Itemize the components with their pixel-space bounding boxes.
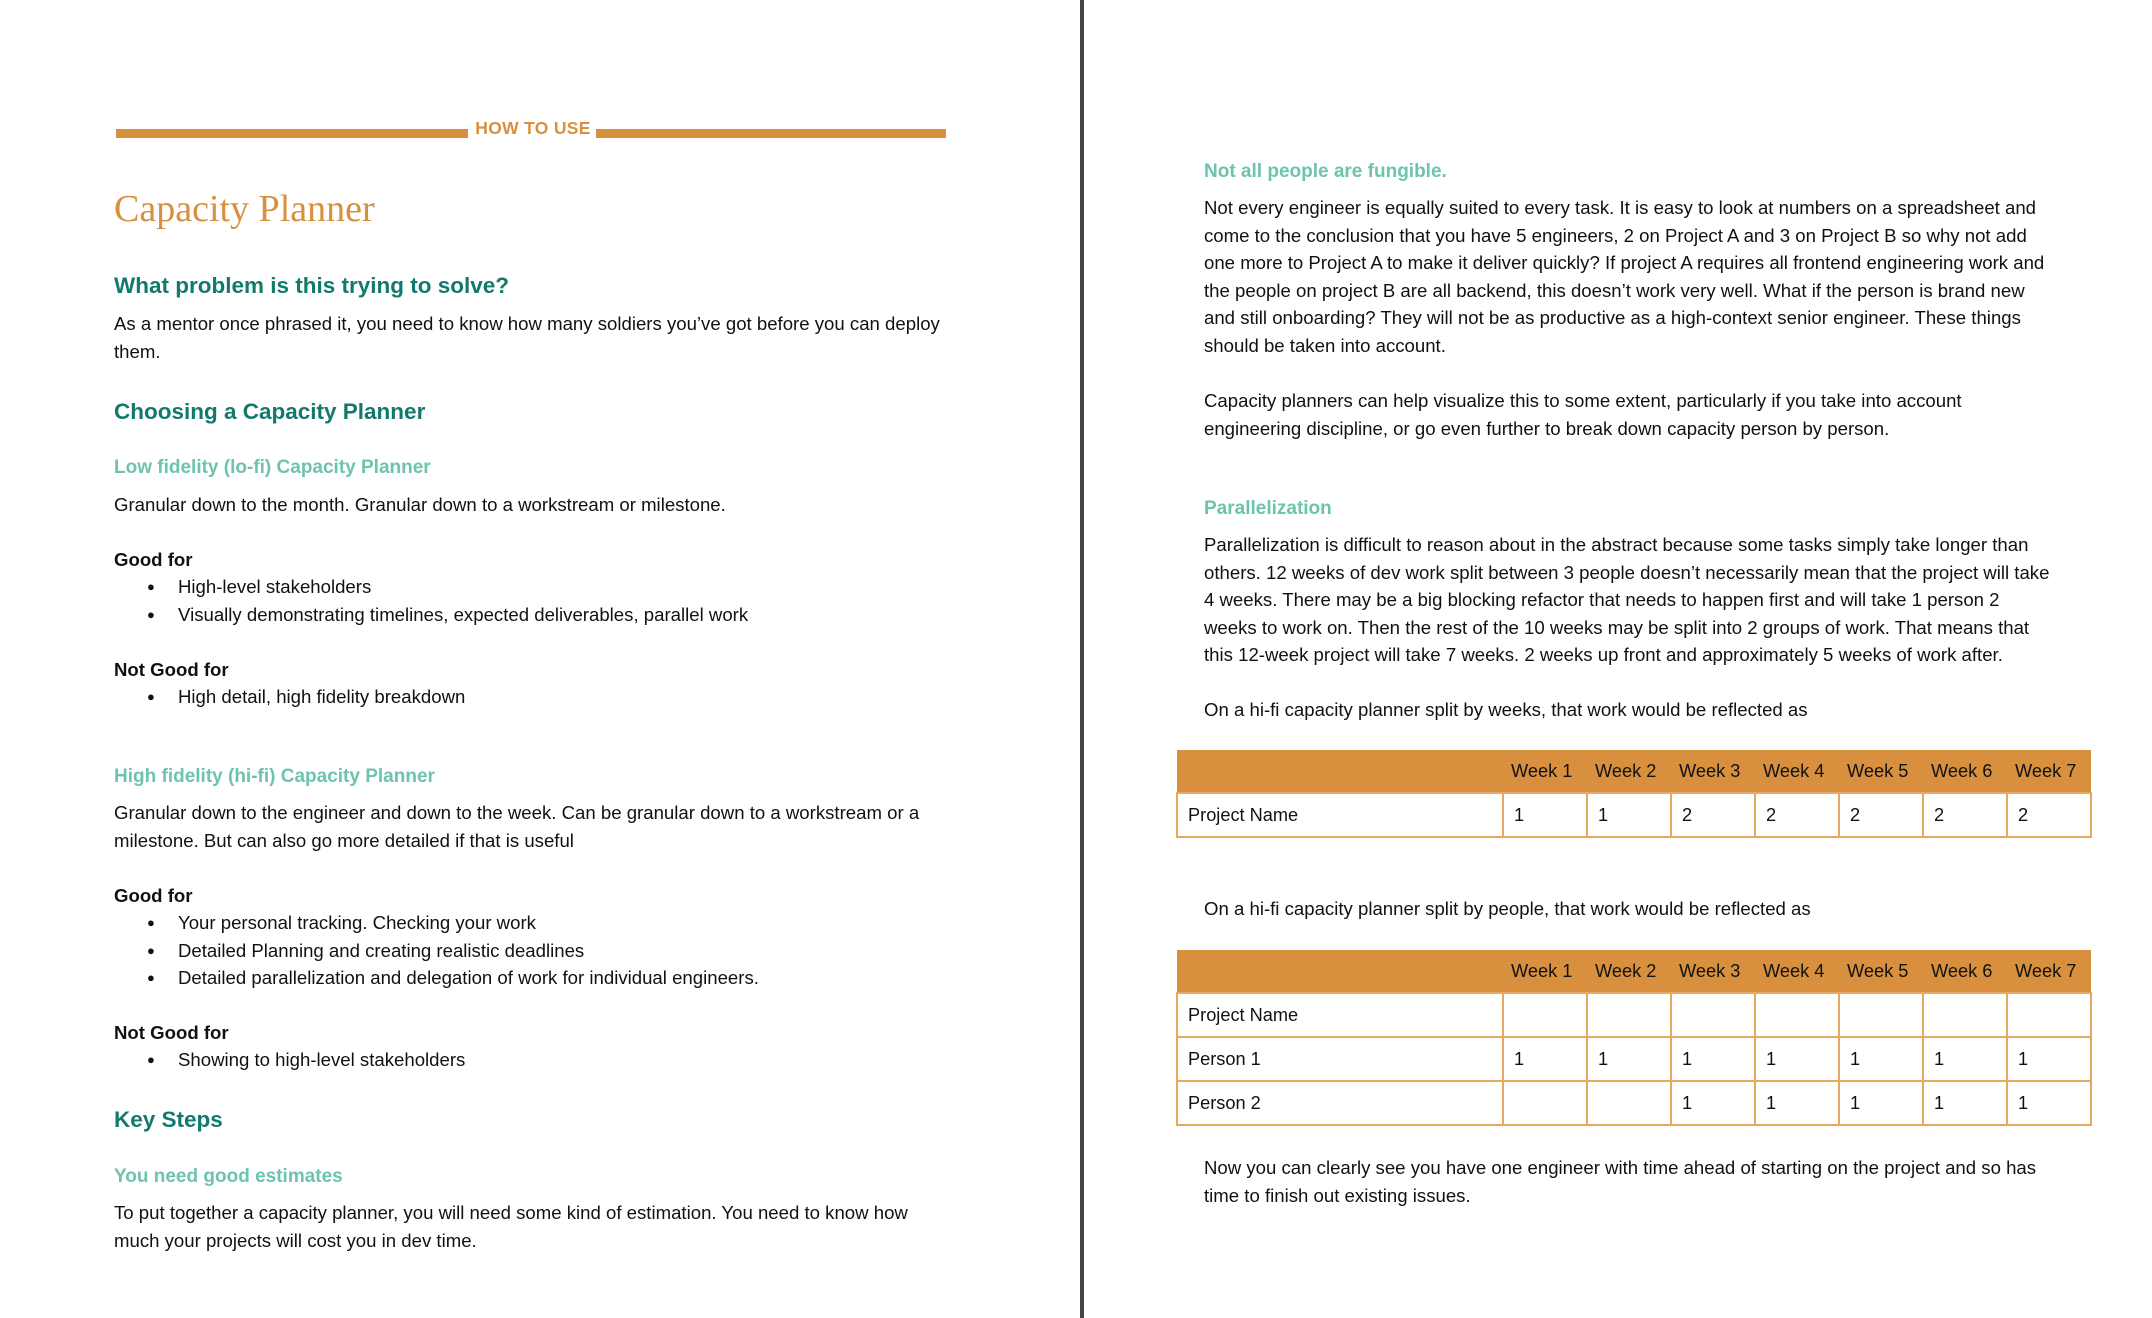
list-item: ● Your personal tracking. Checking your work <box>114 909 994 937</box>
table-cell: 1 <box>1587 793 1671 837</box>
lofi-notgood-label: Not Good for <box>114 659 229 680</box>
hifi-notgood-label: Not Good for <box>114 1022 229 1043</box>
table-row <box>1177 1081 2091 1125</box>
table-cell: 1 <box>1671 1037 1755 1081</box>
table-header-cell: Week 3 <box>1671 750 1755 793</box>
table-header-cell: Week 7 <box>2007 950 2091 993</box>
table-cell: Person 1 <box>1177 1037 1503 1081</box>
table-cell: 1 <box>1839 1037 1923 1081</box>
table-cell: Project Name <box>1177 993 1503 1037</box>
table-cell: 2 <box>1671 793 1755 837</box>
table-cell: 2 <box>1755 793 1839 837</box>
estimates-text: To put together a capacity planner, you will need some kind of estimation. You need to know how much your projects will cost you in dev time. <box>114 1202 908 1251</box>
table-header-cell: Week 3 <box>1671 950 1755 993</box>
table-cell <box>1503 993 1587 1037</box>
table-cell: 1 <box>1755 1037 1839 1081</box>
lofi-good-list <box>114 573 994 628</box>
table-cell: 2 <box>2007 793 2091 837</box>
table-cell: 1 <box>2007 1037 2091 1081</box>
table-cell: 1 <box>1839 1081 1923 1125</box>
table-row <box>1177 1037 2091 1081</box>
table-header-cell: Week 4 <box>1755 750 1839 793</box>
table-header-cell: Week 2 <box>1587 750 1671 793</box>
banner-label: HOW TO USE <box>475 118 591 138</box>
table-cell: 1 <box>1503 793 1587 837</box>
heading-key-steps: Key Steps <box>114 1107 223 1132</box>
table-cell: Person 2 <box>1177 1081 1503 1125</box>
list-item: ● Detailed Planning and creating realistic deadlines <box>114 937 994 965</box>
table-cell: 1 <box>1755 1081 1839 1125</box>
table-row <box>1177 993 2091 1037</box>
table-header-cell: Week 7 <box>2007 750 2091 793</box>
banner-rule-left <box>116 129 468 138</box>
table-header-cell: Week 2 <box>1587 950 1671 993</box>
fungible-para-2: Capacity planners can help visualize this to some extent, particularly if you take into account engineering discipline, or go even further to break down capacity person by person. <box>1204 390 1962 439</box>
heading-hifi: High fidelity (hi-fi) Capacity Planner <box>114 766 435 787</box>
table-cell <box>1923 993 2007 1037</box>
heading-estimates: You need good estimates <box>114 1166 343 1187</box>
hifi-text: Granular down to the engineer and down to the week. Can be granular down to a workstream or a milestone. But can also go more detailed if that is useful <box>114 802 920 851</box>
table-header-cell: Week 6 <box>1923 950 2007 993</box>
right-page <box>1084 0 2152 1318</box>
heading-parallelization: Parallelization <box>1204 498 1332 519</box>
table-cell <box>1587 1081 1671 1125</box>
table-cell: 1 <box>1923 1037 2007 1081</box>
parallelization-conclusion: Now you can clearly see you have one engineer with time ahead of starting on the project and so has time to finish out existing issues. <box>1204 1157 2037 1206</box>
list-item: ● High-level stakeholders <box>114 573 994 601</box>
table-header-row <box>1177 950 2091 993</box>
hifi-good-list <box>114 909 994 992</box>
table-cell <box>1503 1081 1587 1125</box>
table-cell: 1 <box>1587 1037 1671 1081</box>
table-header-row <box>1177 750 2091 793</box>
list-item: ● Showing to high-level stakeholders <box>114 1046 994 1074</box>
document-title: Capacity Planner <box>114 188 375 230</box>
table-cell: 2 <box>1923 793 2007 837</box>
people-intro: On a hi-fi capacity planner split by people, that work would be reflected as <box>1204 898 1811 919</box>
hifi-notgood-list <box>114 1046 994 1074</box>
table-cell: 1 <box>1503 1037 1587 1081</box>
heading-lofi: Low fidelity (lo-fi) Capacity Planner <box>114 457 431 478</box>
heading-choosing: Choosing a Capacity Planner <box>114 399 426 424</box>
table-header-cell: Week 1 <box>1503 750 1587 793</box>
table-row <box>1177 793 2091 837</box>
table-header-cell: Week 5 <box>1839 750 1923 793</box>
table-cell: 2 <box>1839 793 1923 837</box>
list-item: ● Visually demonstrating timelines, expected deliverables, parallel work <box>114 601 994 629</box>
hifi-good-label: Good for <box>114 885 193 906</box>
table-cell <box>1671 993 1755 1037</box>
banner-rule-right <box>596 129 946 138</box>
table-cell <box>1839 993 1923 1037</box>
heading-fungible: Not all people are fungible. <box>1204 161 1447 182</box>
fungible-para-1: Not every engineer is equally suited to every task. It is easy to look at numbers on a spreadsheet and come to the conclusion that you have 5 engineers, 2 on Project A and 3 on Project B so why not add one more to Project A to make it deliver quickly? If project A requires all frontend engineering work and the people on project B are all backend, this doesn’t work very well. What if the person is brand new and still onboarding? They will not be as productive as a high-context senior engineer. These things should be taken into account. <box>1204 197 2045 356</box>
parallelization-para: Parallelization is difficult to reason about in the abstract because some tasks simply take longer than others. 12 weeks of dev work split between 3 people doesn’t necessarily mean that the project will take 4 weeks. There may be a big blocking refactor that needs to happen first and will take 1 person 2 weeks to work on. Then the rest of the 10 weeks may be split into 2 groups of work. That means that this 12-week project will take 7 weeks. 2 weeks up front and approximately 5 weeks of work after. <box>1204 534 2050 666</box>
table-cell <box>1587 993 1671 1037</box>
problem-text: As a mentor once phrased it, you need to know how many soldiers you’ve got before you can deploy them. <box>114 313 940 362</box>
lofi-text: Granular down to the month. Granular down to a workstream or milestone. <box>114 494 726 515</box>
table-header-cell: Week 4 <box>1755 950 1839 993</box>
list-item: ● High detail, high fidelity breakdown <box>114 683 994 711</box>
table-cell <box>2007 993 2091 1037</box>
lofi-notgood-list <box>114 683 994 711</box>
weeks-table <box>1176 750 2092 838</box>
heading-problem: What problem is this trying to solve? <box>114 273 510 298</box>
table-cell <box>1755 993 1839 1037</box>
table-cell: 1 <box>1671 1081 1755 1125</box>
table-header-cell <box>1177 750 1503 793</box>
table-header-cell <box>1177 950 1503 993</box>
table-cell: 1 <box>2007 1081 2091 1125</box>
table-header-cell: Week 1 <box>1503 950 1587 993</box>
lofi-good-label: Good for <box>114 549 193 570</box>
list-item: ● Detailed parallelization and delegation of work for individual engineers. <box>114 964 994 992</box>
weeks-intro: On a hi-fi capacity planner split by weeks, that work would be reflected as <box>1204 699 1808 720</box>
table-cell: 1 <box>1923 1081 2007 1125</box>
table-header-cell: Week 6 <box>1923 750 2007 793</box>
table-cell: Project Name <box>1177 793 1503 837</box>
table-header-cell: Week 5 <box>1839 950 1923 993</box>
people-table <box>1176 950 2092 1126</box>
